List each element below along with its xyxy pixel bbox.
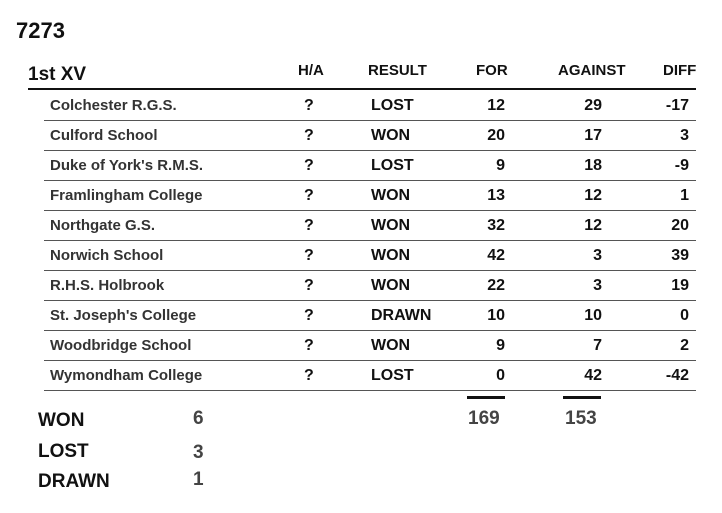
result-cell: WON [371, 217, 411, 234]
row-divider [44, 360, 696, 361]
ha-cell: ? [304, 367, 314, 384]
diff-cell: 0 [680, 307, 689, 324]
table-row [0, 242, 722, 272]
against-cell: 12 [584, 217, 602, 234]
for-cell: 13 [487, 187, 505, 204]
diff-cell: -17 [665, 97, 689, 114]
total-for: 169 [468, 408, 500, 429]
total-for-bar [467, 396, 505, 399]
against-cell: 17 [584, 127, 602, 144]
diff-cell: 39 [671, 247, 689, 264]
result-cell: LOST [371, 97, 414, 114]
against-cell: 7 [593, 337, 602, 354]
for-cell: 0 [496, 367, 505, 384]
table-row [0, 122, 722, 152]
result-cell: WON [371, 187, 411, 204]
summary-lost-label: LOST [38, 441, 89, 462]
row-divider [44, 240, 696, 241]
diff-cell: 2 [680, 337, 689, 354]
opponent-cell: Northgate G.S. [50, 217, 156, 234]
diff-cell: 3 [680, 127, 689, 144]
ha-cell: ? [304, 247, 314, 264]
row-divider [44, 300, 696, 301]
against-cell: 18 [584, 157, 602, 174]
row-divider [44, 150, 696, 151]
summary-won-value: 6 [193, 408, 204, 429]
for-cell: 9 [496, 157, 505, 174]
for-cell: 20 [487, 127, 505, 144]
ha-cell: ? [304, 337, 314, 354]
against-cell: 42 [584, 367, 602, 384]
diff-cell: 19 [671, 277, 689, 294]
header-against: AGAINST [558, 62, 626, 79]
diff-cell: -42 [665, 367, 689, 384]
header-diff: DIFF [663, 62, 697, 79]
row-divider [44, 120, 696, 121]
header-for: FOR [476, 62, 508, 79]
opponent-cell: Woodbridge School [50, 337, 192, 354]
total-against-bar [563, 396, 601, 399]
result-cell: LOST [371, 157, 414, 174]
opponent-cell: Norwich School [50, 247, 164, 264]
opponent-cell: Framlingham College [50, 187, 203, 204]
table-row [0, 152, 722, 182]
table-row [0, 362, 722, 392]
opponent-cell: Duke of York's R.M.S. [50, 157, 204, 174]
row-divider [44, 330, 696, 331]
header-rule [28, 88, 696, 90]
result-cell: WON [371, 337, 411, 354]
against-cell: 3 [593, 247, 602, 264]
table-row [0, 212, 722, 242]
diff-cell: 1 [680, 187, 689, 204]
for-cell: 42 [487, 247, 505, 264]
against-cell: 10 [584, 307, 602, 324]
opponent-cell: Wymondham College [50, 367, 203, 384]
ha-cell: ? [304, 217, 314, 234]
result-cell: WON [371, 127, 411, 144]
ha-cell: ? [304, 187, 314, 204]
against-cell: 29 [584, 97, 602, 114]
against-cell: 12 [584, 187, 602, 204]
header-result: RESULT [368, 62, 427, 79]
opponent-cell: St. Joseph's College [50, 307, 197, 324]
for-cell: 9 [496, 337, 505, 354]
table-row [0, 272, 722, 302]
result-cell: WON [371, 247, 411, 264]
header-ha: H/A [298, 62, 324, 79]
opponent-cell: Colchester R.G.S. [50, 97, 177, 114]
ha-cell: ? [304, 277, 314, 294]
for-cell: 12 [487, 97, 505, 114]
result-cell: WON [371, 277, 411, 294]
row-divider [44, 210, 696, 211]
opponent-cell: R.H.S. Holbrook [50, 277, 165, 294]
row-divider [44, 390, 696, 391]
for-cell: 22 [487, 277, 505, 294]
result-cell: LOST [371, 367, 414, 384]
summary-lost-value: 3 [193, 442, 204, 463]
summary-won-label: WON [38, 410, 85, 431]
page-id: 7273 [16, 18, 65, 43]
ha-cell: ? [304, 97, 314, 114]
team-name: 1st XV [28, 64, 87, 85]
for-cell: 10 [487, 307, 505, 324]
diff-cell: 20 [671, 217, 689, 234]
result-cell: DRAWN [371, 307, 432, 324]
for-cell: 32 [487, 217, 505, 234]
table-row [0, 182, 722, 212]
against-cell: 3 [593, 277, 602, 294]
table-row [0, 302, 722, 332]
ha-cell: ? [304, 127, 314, 144]
total-against: 153 [565, 408, 597, 429]
opponent-cell: Culford School [50, 127, 158, 144]
row-divider [44, 270, 696, 271]
table-row [0, 332, 722, 362]
summary-drawn-label: DRAWN [38, 471, 110, 492]
table-row [0, 92, 722, 122]
row-divider [44, 180, 696, 181]
diff-cell: -9 [674, 157, 689, 174]
ha-cell: ? [304, 307, 314, 324]
summary-drawn-value: 1 [193, 469, 204, 490]
ha-cell: ? [304, 157, 314, 174]
